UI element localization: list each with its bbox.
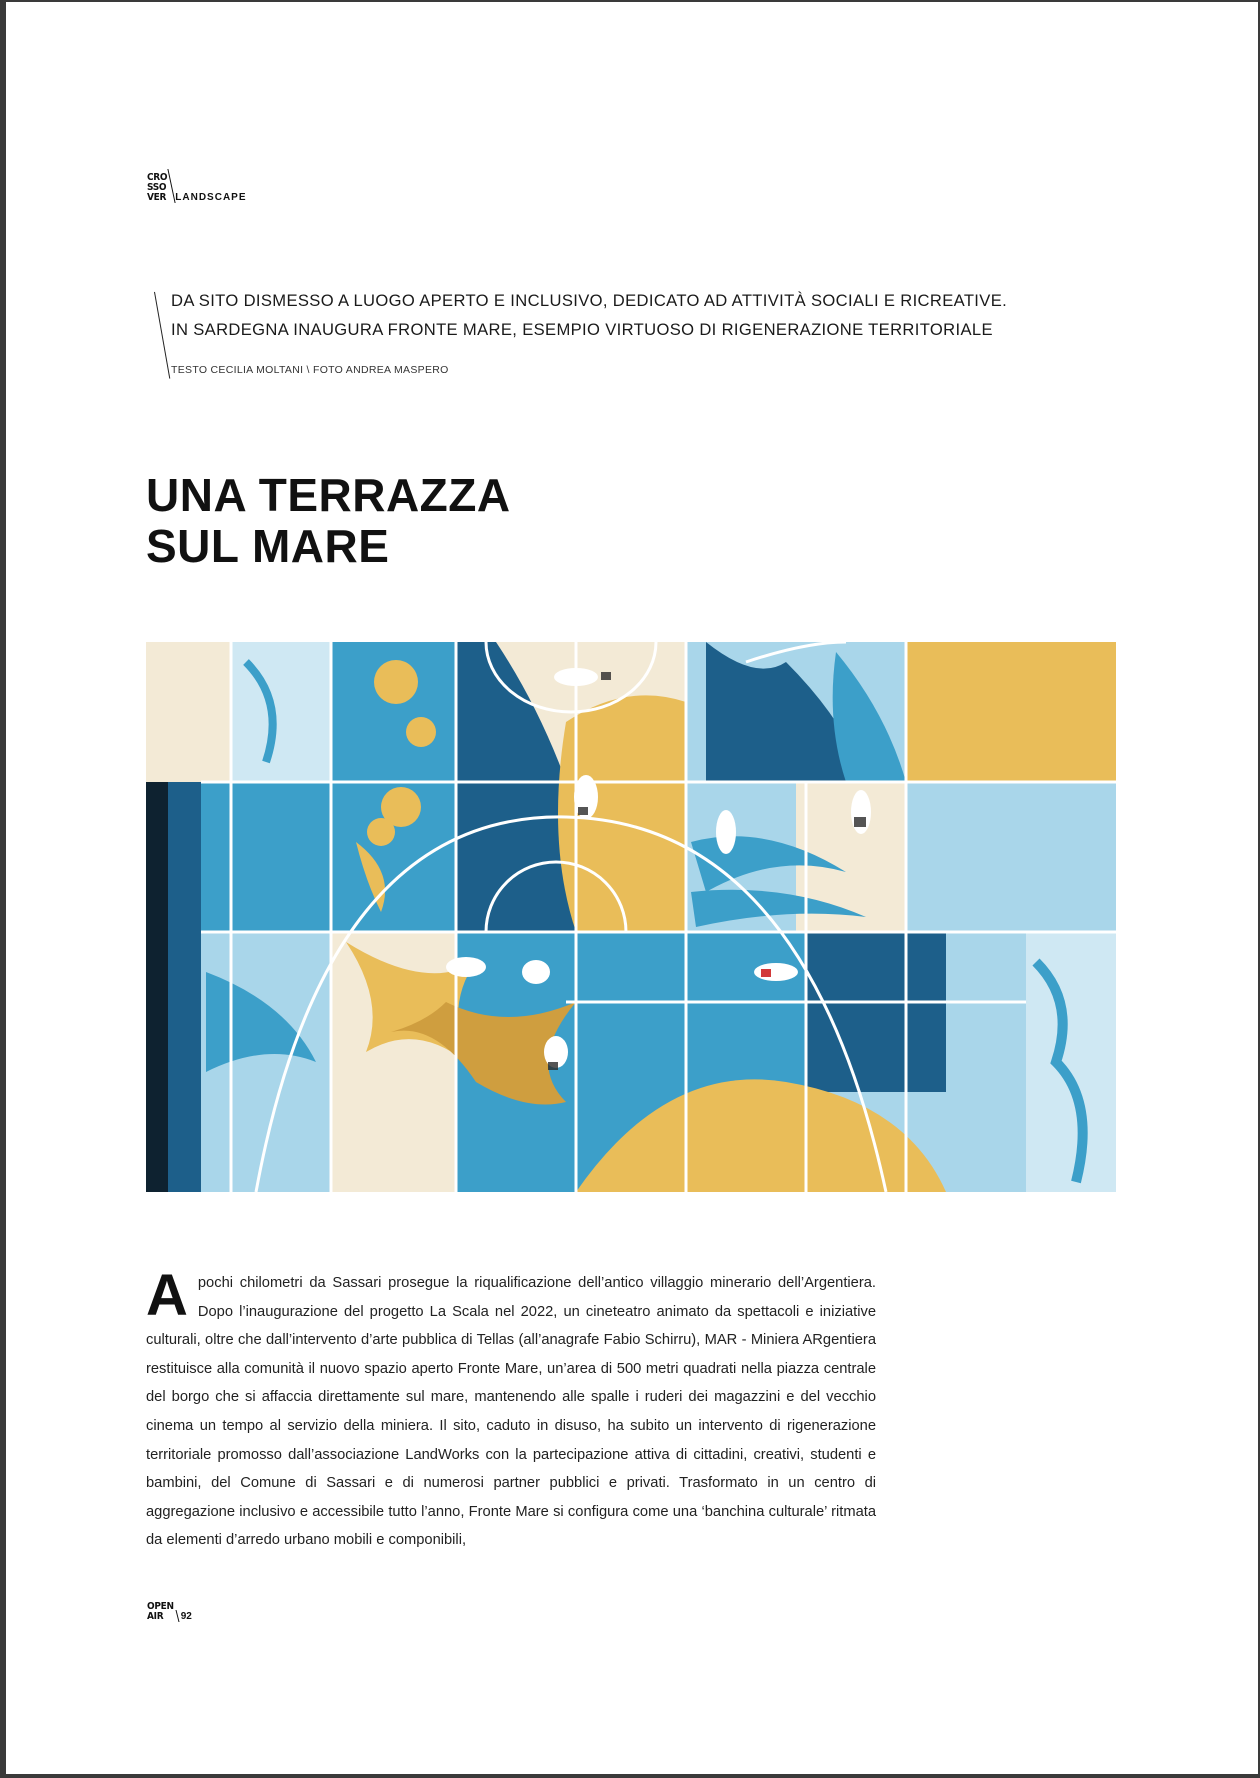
headline bbox=[146, 470, 511, 572]
kicker-line-1: DA SITO DISMESSO A LUOGO APERTO E INCLUSIVO, DEDICATO AD ATTIVITÀ SOCIALI E RICREATIVE. bbox=[171, 291, 1008, 310]
headline-line-2: SUL MARE bbox=[146, 520, 390, 572]
kicker-line-2: IN SARDEGNA INAUGURA FRONTE MARE, ESEMPIO VIRTUOSO DI RIGENERAZIONE TERRITORIALE bbox=[171, 320, 993, 339]
kicker-slash-divider bbox=[154, 292, 171, 379]
page-footer bbox=[147, 1602, 192, 1622]
crossover-logo: CRO SSO VER bbox=[147, 172, 168, 203]
section-label: LANDSCAPE bbox=[175, 192, 247, 203]
dropcap: A bbox=[146, 1263, 188, 1328]
slash-divider bbox=[168, 169, 176, 203]
slash-divider bbox=[175, 1610, 179, 1622]
headline-line-1: UNA TERRAZZA bbox=[146, 469, 511, 521]
section-tag bbox=[147, 169, 247, 203]
credits: TESTO CECILIA MOLTANI \ FOTO ANDREA MASPERO bbox=[171, 364, 449, 376]
page-number: 92 bbox=[180, 1611, 192, 1622]
kicker bbox=[171, 286, 1091, 344]
hero-photo bbox=[146, 642, 1116, 1192]
body-text bbox=[146, 1263, 876, 1555]
open-air-logo: OPEN AIR bbox=[147, 1601, 174, 1622]
magazine-page bbox=[6, 2, 1258, 1774]
body-paragraph: pochi chilometri da Sassari prosegue la riqualificazione dell’antico villaggio minerario dell’Argentiera. Dopo l’inaugurazione del progetto La Scala nel 2022, un cineteatro animato da spettacoli e iniziative culturali, oltre che dall’intervento d’arte pubblica di Tellas (all’anagrafe Fabio Schirru), MAR - Miniera ARgentiera restituisce alla comunità il nuovo spazio aperto Fronte Mare, un’area di 500 metri quadrati nella piazza centrale del borgo che si affaccia direttamente sul mare, mantenendo alle spalle i ruderi dei magazzini e del vecchio cinema un tempo al servizio della miniera. Il sito, caduto in disuso, ha subito un intervento di rigenerazione territoriale promosso dall’associazione LandWorks con la partecipazione attiva di cittadini, creativi, studenti e bambini, del Comune di Sassari e di numerosi partner pubblici e privati. Trasformato in un centro di aggregazione inclusivo e accessibile tutto l’anno, Fronte Mare si configura come una ‘banchina culturale’ ritmata da elementi d’arredo urbano mobili e componibili, bbox=[146, 1275, 876, 1549]
